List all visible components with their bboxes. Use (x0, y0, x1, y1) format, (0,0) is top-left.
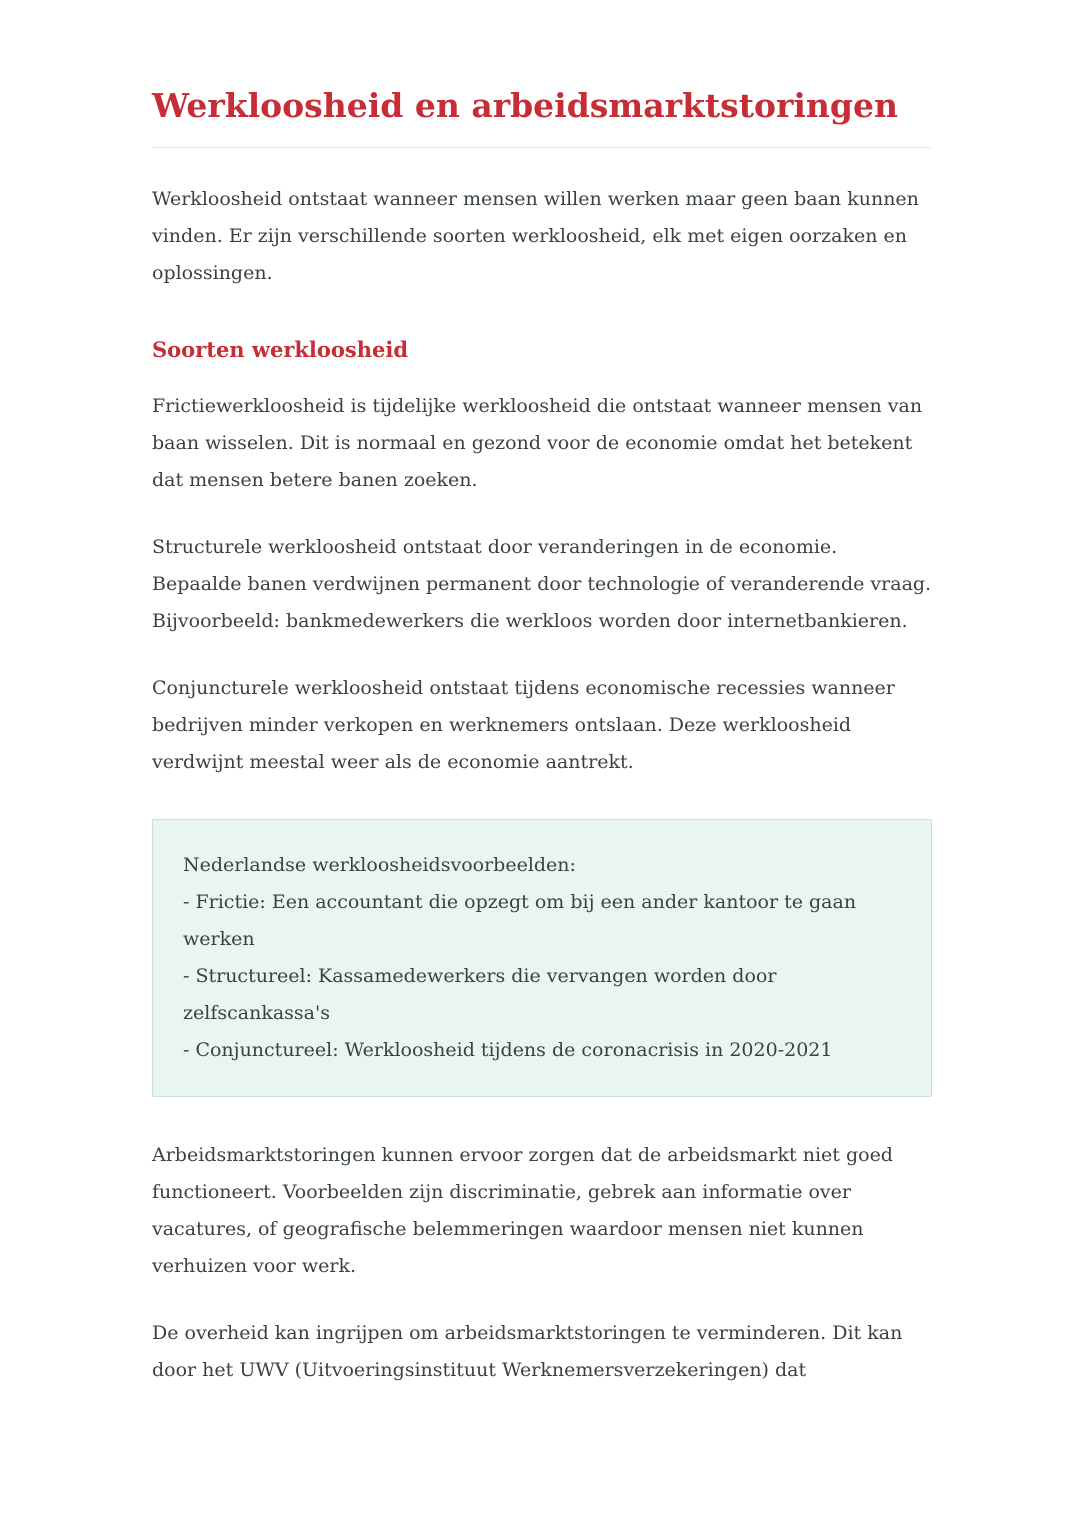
example-item-conjunctureel: - Conjunctureel: Werkloosheid tijdens de coronacrisis in 2020-2021 (183, 1039, 833, 1061)
example-box (152, 819, 932, 1097)
section-heading-soorten-werkloosheid: Soorten werkloosheid (152, 337, 409, 362)
paragraph-structurele-werkloosheid: Structurele werkloosheid ontstaat door veranderingen in de economie. Bepaalde banen verdwijnen permanent door technologie of veranderende vraag. Bijvoorbeeld: bankmedewerkers die werkloos worden door internetbankieren. (152, 536, 932, 632)
paragraph-frictiewerkloosheid: Frictiewerkloosheid is tijdelijke werkloosheid die ontstaat wanneer mensen van baan wisselen. Dit is normaal en gezond voor de economie omdat het betekent dat mensen betere banen zoeken. (152, 395, 923, 491)
title-divider (152, 147, 932, 148)
paragraph-arbeidsmarktstoringen: Arbeidsmarktstoringen kunnen ervoor zorgen dat de arbeidsmarkt niet goed functioneert. Voorbeelden zijn discriminatie, gebrek aan informatie over vacatures, of geografische belemmeringen waardoor mensen niet kunnen verhuizen voor werk. (152, 1144, 893, 1277)
paragraph-conjuncturele-werkloosheid: Conjuncturele werkloosheid ontstaat tijdens economische recessies wanneer bedrijven minder verkopen en werknemers ontslaan. Deze werkloosheid verdwijnt meestal weer als de economie aantrekt. (152, 677, 895, 773)
paragraph-overheid-uwv: De overheid kan ingrijpen om arbeidsmarktstoringen te verminderen. Dit kan door het UWV (Uitvoeringsinstituut Werknemersverzekeringen) dat (152, 1322, 903, 1381)
intro-paragraph: Werkloosheid ontstaat wanneer mensen willen werken maar geen baan kunnen vinden. Er zijn verschillende soorten werkloosheid, elk met eigen oorzaken en oplossingen. (152, 188, 919, 284)
article-body (152, 86, 932, 1419)
example-item-structureel: - Structureel: Kassamedewerkers die vervangen worden door zelfscankassa's (183, 965, 777, 1024)
example-item-frictie: - Frictie: Een accountant die opzegt om bij een ander kantoor te gaan werken (183, 891, 857, 950)
example-box-title: Nederlandse werkloosheidsvoorbeelden: (183, 854, 576, 876)
page-title: Werkloosheid en arbeidsmarktstoringen (152, 86, 898, 125)
